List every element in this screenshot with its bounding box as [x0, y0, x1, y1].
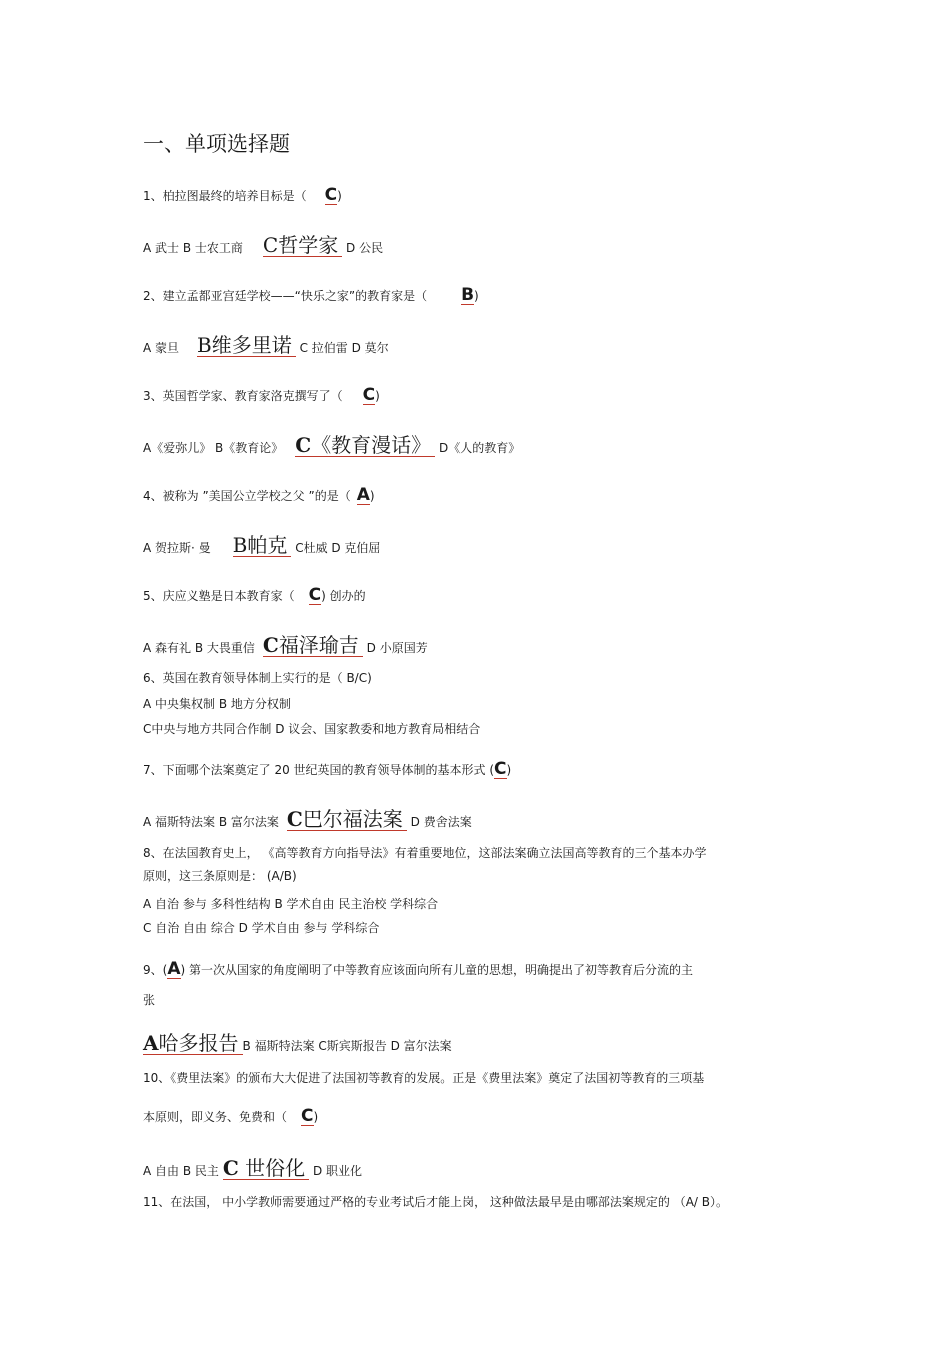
question-stem: 本原则，即义务、免费和（: [143, 1110, 288, 1124]
question-7-options: [143, 808, 472, 831]
question-8-line-1: 8、在法国教育史上， 《高等教育方向指导法》有着重要地位，这部法案确立法国高等教育的三个基本办学: [143, 846, 707, 860]
bracket-close: ): [369, 489, 375, 503]
question-10-options: [143, 1157, 362, 1180]
question-stem: 2、建立孟都亚宫廷学校——“快乐之家”的教育家是（: [143, 289, 428, 303]
question-stem: ) 第一次从国家的角度阐明了中等教育应该面向所有儿童的思想，明确提出了初等教育后分流的主: [180, 963, 693, 977]
answer-text: 福泽瑜吉: [278, 633, 359, 657]
option-d: D 费舍法案: [410, 815, 472, 829]
answer-letter: B: [232, 533, 248, 557]
question-9: [143, 960, 693, 979]
answer-text: 巴尔福法案: [302, 807, 403, 831]
question-6-options-2: C中央与地方共同合作制 D 议会、国家教委和地方教育局相结合: [143, 722, 481, 736]
question-stem: 7、下面哪个法案奠定了 20 世纪英国的教育领导体制的基本形式 (: [143, 763, 495, 777]
question-4-options: [143, 534, 380, 557]
question-3-options: [143, 434, 520, 457]
question-10-line-1: 10、《费里法案》的颁布大大促进了法国初等教育的发展。正是《费里法案》奠定了法国初等教育的三项基: [143, 1071, 705, 1085]
question-1-options: [143, 234, 383, 257]
handwritten-answer: [143, 1032, 243, 1055]
answer-letter: C: [286, 807, 303, 831]
question-5-options: [143, 634, 428, 657]
answer-mark: A: [167, 959, 181, 979]
answer-text: 世俗化: [245, 1156, 306, 1180]
answer-letter: A: [143, 1031, 159, 1055]
answer-text: 帕克: [247, 533, 288, 557]
answer-letter: B: [197, 333, 212, 357]
answer-letter: C: [222, 1156, 239, 1180]
options-ab: A 自由 B 民主: [143, 1164, 219, 1178]
question-2: [143, 286, 479, 305]
question-4: [143, 486, 375, 505]
bracket-close: ): [506, 763, 512, 777]
question-2-options: [143, 334, 389, 357]
answer-mark: C: [301, 1106, 314, 1126]
question-6: 6、英国在教育领导体制上实行的是（ B/C): [143, 671, 372, 685]
options-cd: C杜威 D 克伯屈: [295, 541, 381, 555]
bracket-close: ) 创办的: [321, 589, 366, 603]
question-8-options-1: A 自治 参与 多科性结构 B 学术自由 民主治校 学科综合: [143, 897, 439, 911]
option-d: D 职业化: [313, 1164, 363, 1178]
options-ab: A 森有礼 B 大畏重信: [143, 641, 255, 655]
question-stem: 5、庆应义塾是日本教育家（: [143, 589, 295, 603]
answer-mark: C: [362, 385, 376, 405]
question-number: 9、(: [143, 963, 168, 977]
question-10-line-2: [143, 1107, 318, 1126]
answer-letter: C: [295, 433, 312, 457]
question-9-options: [143, 1032, 452, 1055]
bracket-close: ): [313, 1110, 319, 1124]
answer-text: 哈多报告: [158, 1031, 239, 1055]
question-stem: 1、柏拉图最终的培养目标是（: [143, 189, 307, 203]
answer-text: 《教育漫话》: [311, 433, 432, 457]
handwritten-answer: [233, 534, 292, 557]
options-cd: C 拉伯雷 D 莫尔: [299, 341, 389, 355]
options-ab: A《爱弥儿》 B《教育论》: [143, 441, 284, 455]
bracket-close: ): [375, 389, 380, 403]
question-1: [143, 186, 342, 205]
question-5: [143, 586, 366, 605]
answer-letter: C: [262, 633, 279, 657]
option-a: A 蒙旦: [143, 341, 180, 355]
options-ab: A 福斯特法案 B 富尔法案: [143, 815, 279, 829]
bracket-close: ): [337, 189, 342, 203]
handwritten-answer: [263, 634, 363, 657]
answer-mark: C: [324, 185, 338, 205]
answer-mark: A: [356, 485, 370, 505]
options-bcd: B 福斯特法案 C斯宾斯报告 D 富尔法案: [242, 1039, 452, 1053]
option-d: D 公民: [346, 241, 384, 255]
bracket-close: ): [474, 289, 479, 303]
question-7: [143, 760, 511, 779]
answer-mark: C: [494, 759, 507, 779]
option-d: D 小原国芳: [366, 641, 428, 655]
option-a: A 贺拉斯· 曼: [143, 541, 211, 555]
handwritten-answer: [197, 334, 296, 357]
answer-mark: C: [308, 585, 322, 605]
answer-text: 维多里诺: [211, 333, 292, 357]
answer-letter: C: [262, 233, 279, 257]
question-stem: 4、被称为 ”美国公立学校之父 ”的是（: [143, 489, 351, 503]
question-3: [143, 386, 380, 405]
option-d: D《人的教育》: [439, 441, 521, 455]
handwritten-answer: [287, 808, 407, 831]
options-ab: A 武士 B 士农工商: [143, 241, 243, 255]
question-11: 11、在法国， 中小学教师需要通过严格的专业考试后才能上岗， 这种做法最早是由哪部法案规定的 （A/ B）。: [143, 1195, 729, 1209]
answer-mark: B: [461, 285, 475, 305]
answer-text: 哲学家: [278, 233, 339, 257]
handwritten-answer: [295, 434, 435, 457]
handwritten-answer: [263, 234, 342, 257]
question-8-options-2: C 自治 自由 综合 D 学术自由 参与 学科综合: [143, 921, 380, 935]
question-stem: 3、英国哲学家、教育家洛克撰写了（: [143, 389, 343, 403]
handwritten-answer: [223, 1157, 309, 1180]
question-6-options-1: A 中央集权制 B 地方分权制: [143, 697, 291, 711]
section-title: 一、单项选择题: [143, 132, 290, 156]
question-9-line-2: 张: [143, 993, 156, 1007]
question-8-line-2: 原则，这三条原则是： (A/B): [143, 869, 297, 883]
